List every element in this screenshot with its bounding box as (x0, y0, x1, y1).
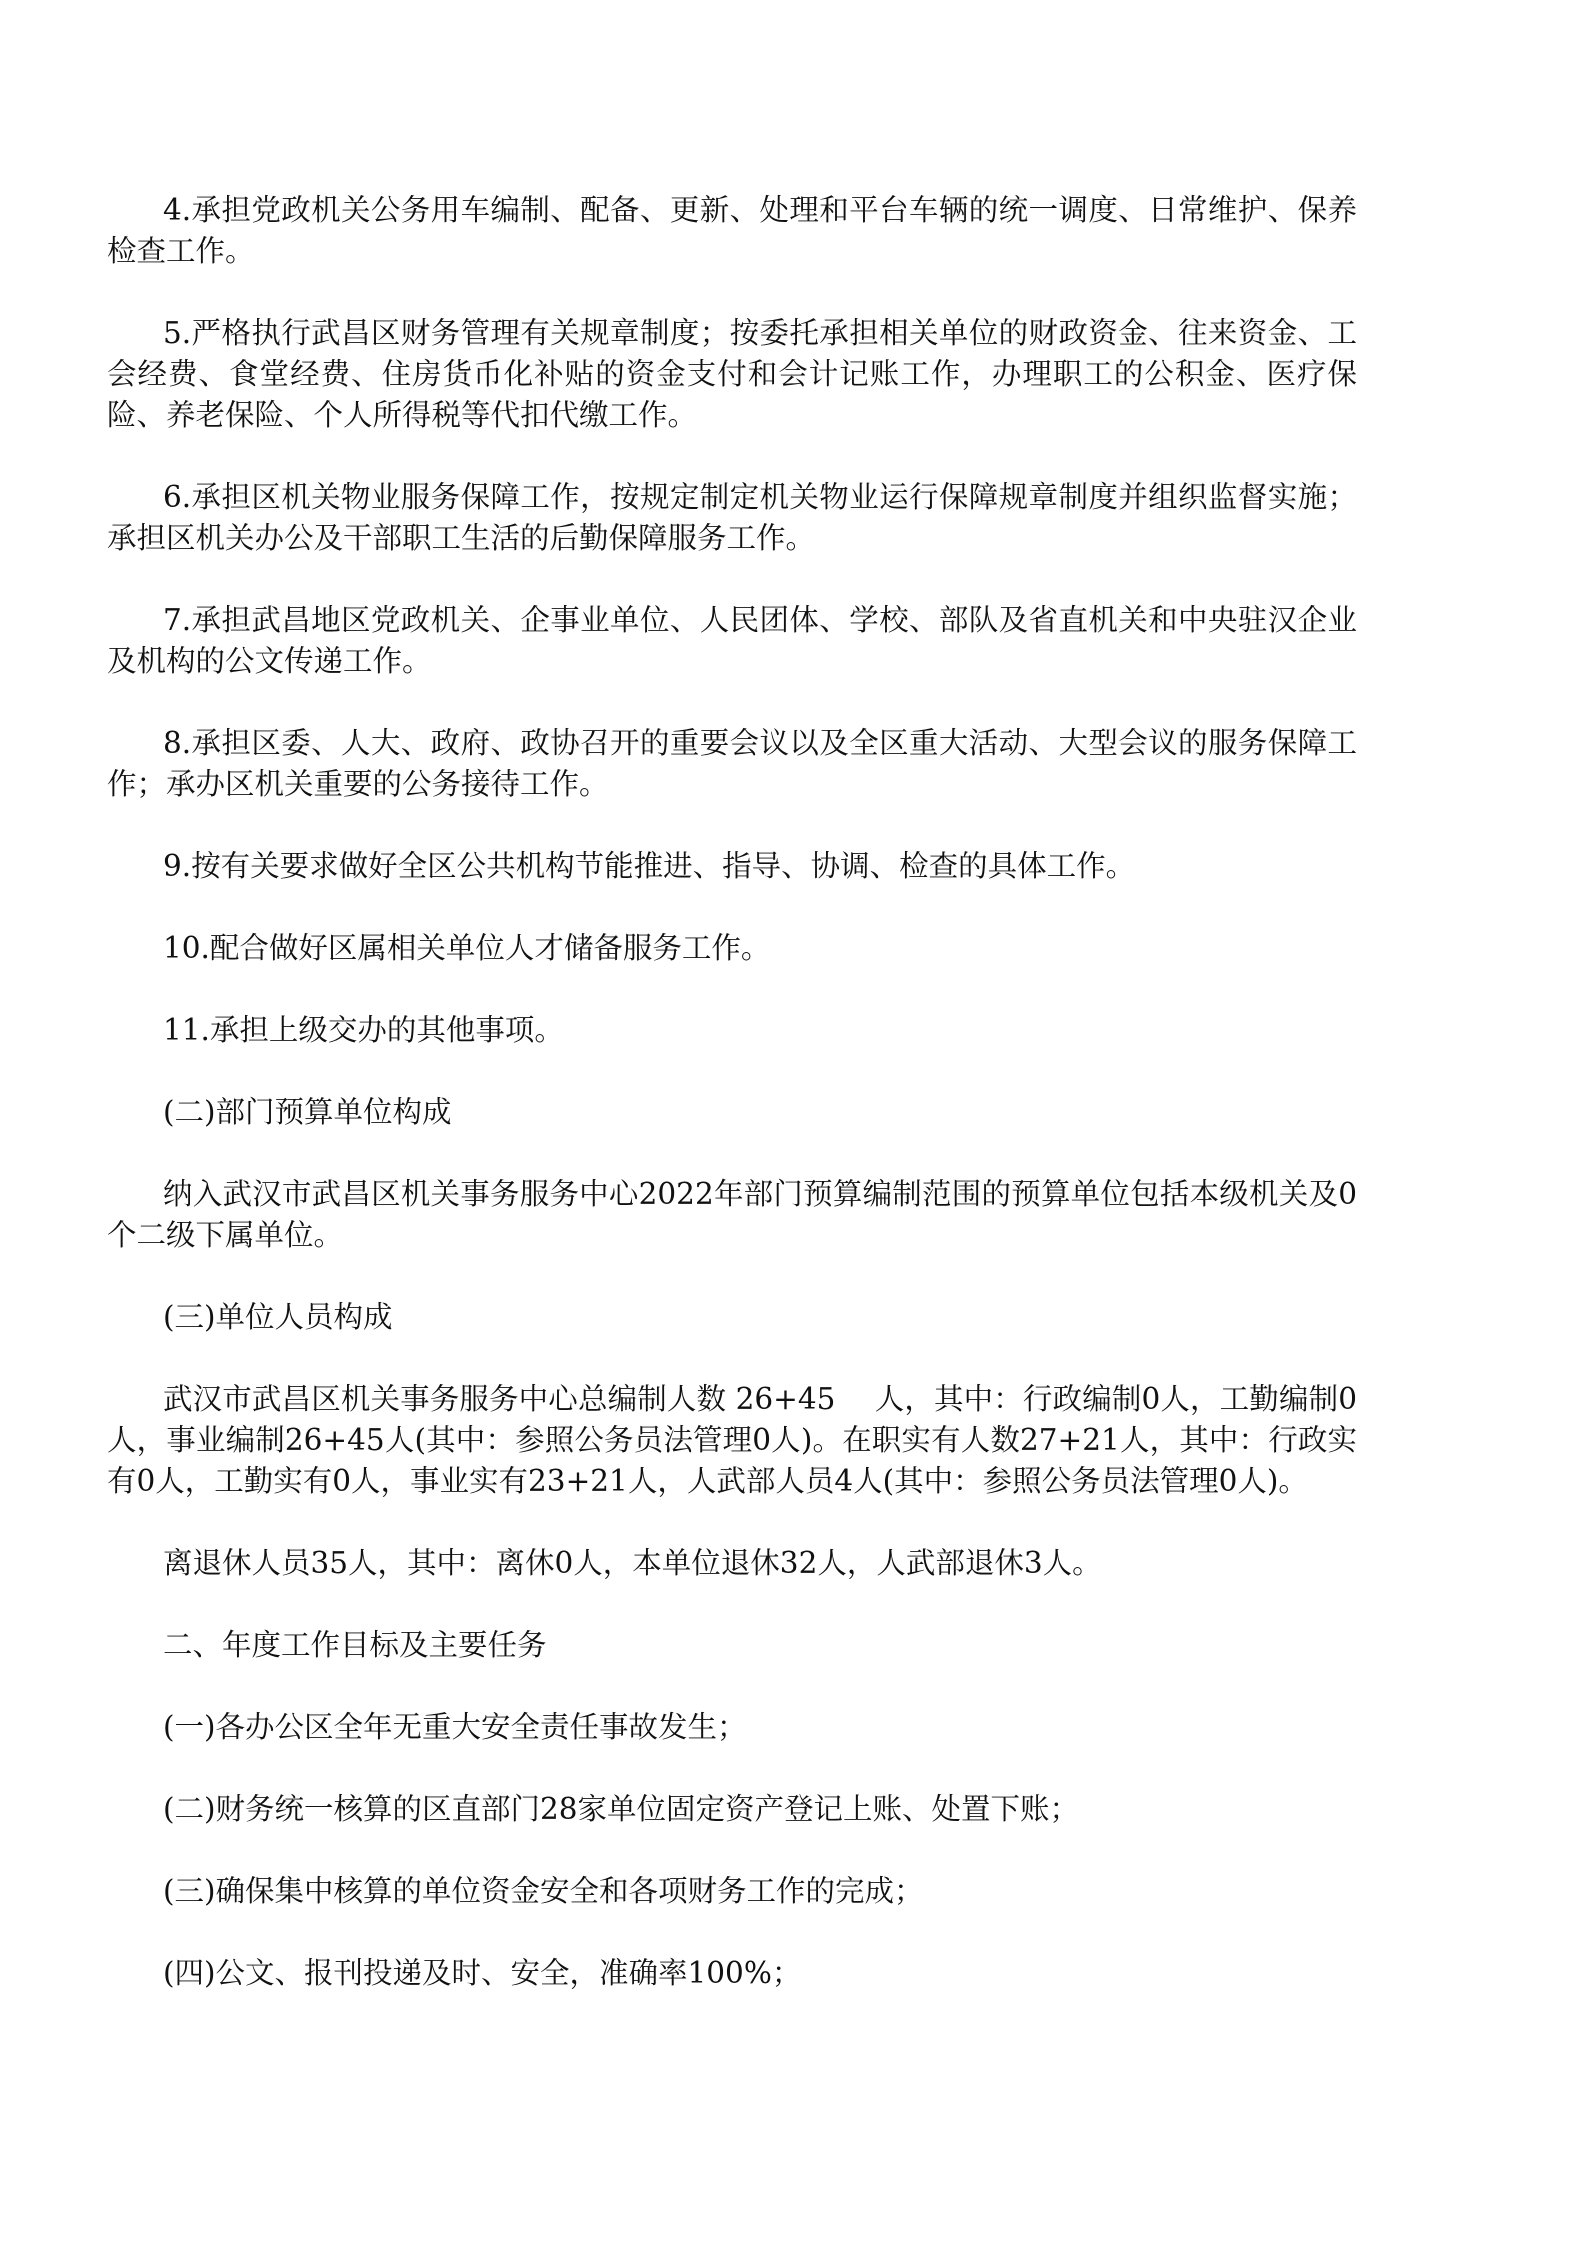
goal-item-1: (一)各办公区全年无重大安全责任事故发生； (163, 1710, 747, 1744)
section-heading-staff: (三)单位人员构成 (163, 1300, 393, 1334)
paragraph-budget-units: 纳入武汉市武昌区机关事务服务中心2022年部门预算编制范围的预算单位包括本级机关及0个二级下属单位。 (107, 1177, 1357, 1252)
document-body (107, 190, 1357, 2035)
paragraph-duty-7: 7.承担武昌地区党政机关、企事业单位、人民团体、学校、部队及省直机关和中央驻汉企业及机构的公文传递工作。 (107, 603, 1357, 678)
paragraph-duty-6: 6.承担区机关物业服务保障工作，按规定制定机关物业运行保障规章制度并组织监督实施；承担区机关办公及干部职工生活的后勤保障服务工作。 (107, 480, 1357, 555)
paragraph-duty-9: 9.按有关要求做好全区公共机构节能推进、指导、协调、检查的具体工作。 (163, 849, 1136, 883)
goal-item-3: (三)确保集中核算的单位资金安全和各项财务工作的完成； (163, 1874, 924, 1908)
goal-item-4: (四)公文、报刊投递及时、安全，准确率100%； (163, 1956, 802, 1990)
paragraph-duty-4: 4.承担党政机关公务用车编制、配备、更新、处理和平台车辆的统一调度、日常维护、保养检查工作。 (107, 193, 1357, 268)
paragraph-duty-10: 10.配合做好区属相关单位人才储备服务工作。 (163, 931, 771, 965)
paragraph-staff-composition: 武汉市武昌区机关事务服务中心总编制人数 26+45 人，其中：行政编制0人，工勤编制0人，事业编制26+45人(其中：参照公务员法管理0人)。在职实有人数27+21人，其中：行政实有0人，工勤实有0人，事业实有23+21人，人武部人员4人(其中：参照公务员法管理0人)。 (107, 1382, 1357, 1498)
paragraph-duty-8: 8.承担区委、人大、政府、政协召开的重要会议以及全区重大活动、大型会议的服务保障工作；承办区机关重要的公务接待工作。 (107, 726, 1357, 801)
paragraph-duty-11: 11.承担上级交办的其他事项。 (163, 1013, 564, 1047)
paragraph-retired-staff: 离退休人员35人，其中：离休0人，本单位退休32人，人武部退休3人。 (163, 1546, 1102, 1580)
goal-item-2: (二)财务统一核算的区直部门28家单位固定资产登记上账、处置下账； (163, 1792, 1080, 1826)
section-heading-annual-goals: 二、年度工作目标及主要任务 (163, 1628, 547, 1662)
section-heading-budget-units: (二)部门预算单位构成 (163, 1095, 452, 1129)
paragraph-duty-5: 5.严格执行武昌区财务管理有关规章制度；按委托承担相关单位的财政资金、往来资金、工会经费、食堂经费、住房货币化补贴的资金支付和会计记账工作，办理职工的公积金、医疗保险、养老保险、个人所得税等代扣代缴工作。 (107, 316, 1357, 432)
